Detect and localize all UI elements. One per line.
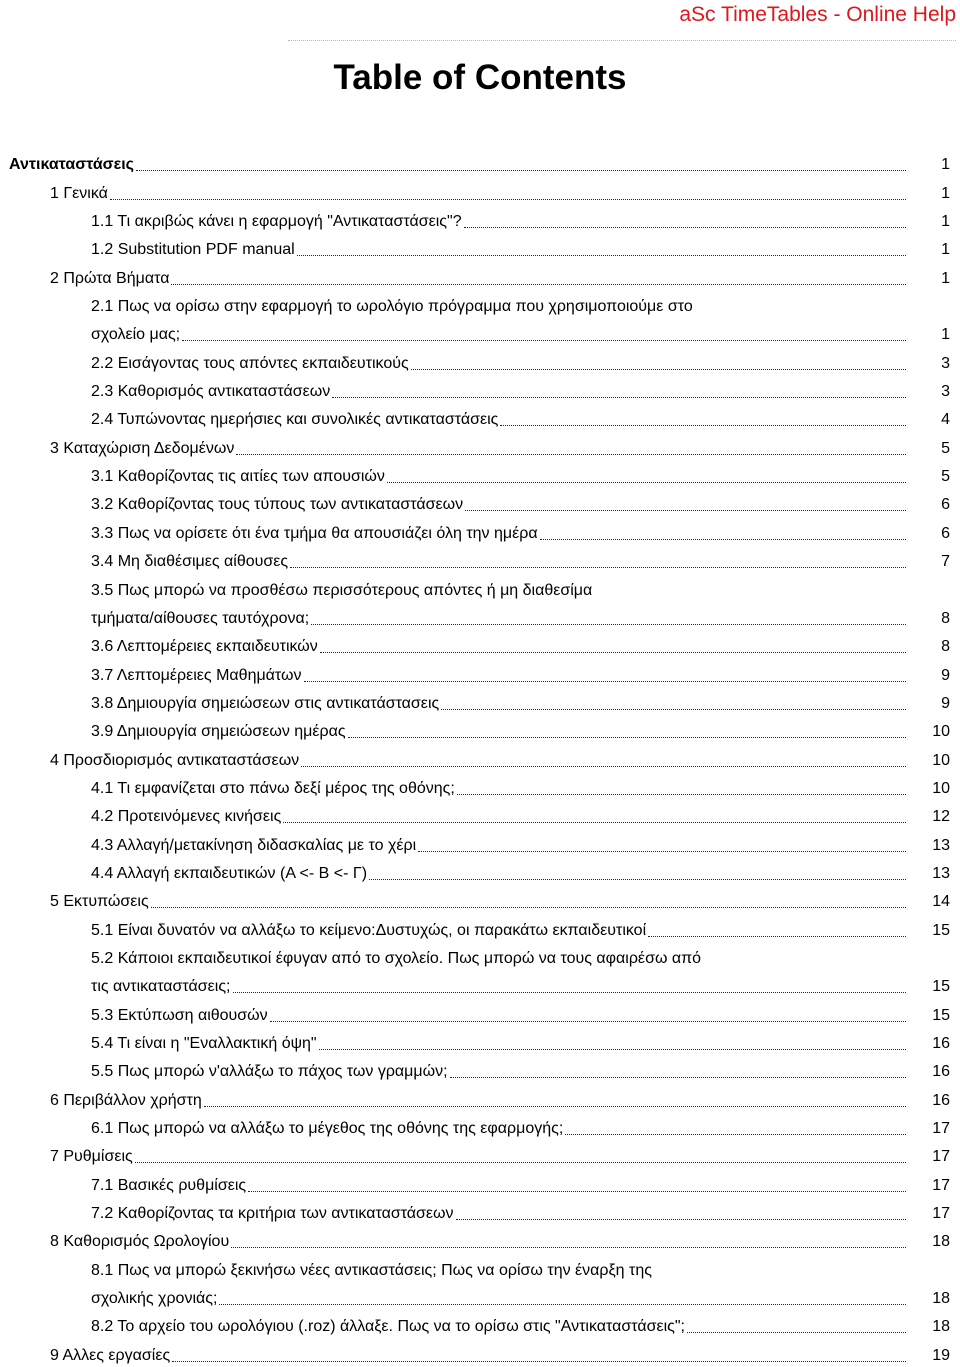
toc-entry-title: 3.3 Πως να ορίσετε ότι ένα τμήμα θα απουσιάζει όλη την ημέρα — [91, 524, 538, 542]
toc-dot-leader — [236, 454, 906, 455]
toc-entry[interactable] — [0, 148, 960, 176]
toc-entry[interactable] — [0, 970, 960, 998]
toc-entry[interactable] — [0, 1197, 960, 1225]
toc-entry[interactable] — [0, 1225, 960, 1253]
toc-entry-title: σχολικής χρονιάς; — [91, 1290, 218, 1308]
toc-dot-leader — [135, 1162, 906, 1163]
toc-page-number: 12 — [932, 808, 950, 826]
toc-page-number: 16 — [932, 1063, 950, 1081]
toc-entry-title: τις αντικαταστάσεις; — [91, 978, 231, 996]
toc-dot-leader — [297, 255, 906, 256]
toc-entry-title: 4.2 Προτεινόμενες κινήσεις — [91, 808, 282, 826]
toc-page-number: 8 — [941, 638, 950, 656]
toc-entry-title: 7.1 Βασικές ρυθμίσεις — [91, 1176, 247, 1194]
header-divider — [288, 40, 956, 41]
toc-entry[interactable] — [0, 687, 960, 715]
toc-entry[interactable] — [0, 715, 960, 743]
toc-dot-leader — [332, 397, 906, 398]
toc-page-number: 17 — [932, 1148, 950, 1166]
toc-entry[interactable] — [0, 772, 960, 800]
toc-page-number: 3 — [941, 383, 950, 401]
toc-page-number: 17 — [932, 1176, 950, 1194]
toc-page-number: 1 — [941, 241, 950, 259]
toc-page-number: 15 — [932, 921, 950, 939]
toc-dot-leader — [387, 482, 906, 483]
toc-entry-title: 1 Γενικά — [50, 184, 108, 202]
toc-dot-leader — [182, 340, 906, 341]
toc-entry-title: 8.1 Πως να μπορώ ξεκινήσω νέες αντικαστάσεις; Πως να ορίσω την έναρξη της — [91, 1261, 652, 1279]
toc-entry-title: 2.3 Καθορισμός αντικαταστάσεων — [91, 383, 331, 401]
toc-page-number: 1 — [941, 269, 950, 287]
toc-entry[interactable] — [0, 1112, 960, 1140]
toc-dot-leader — [500, 425, 906, 426]
toc-entry-title: 4.1 Τι εμφανίζεται στο πάνω δεξί μέρος της οθόνης; — [91, 779, 455, 797]
toc-dot-leader — [319, 1049, 906, 1050]
toc-page-number: 8 — [941, 609, 950, 627]
table-of-contents — [0, 148, 960, 1367]
toc-entry-title: 1.2 Substitution PDF manual — [91, 241, 295, 259]
toc-dot-leader — [369, 879, 906, 880]
toc-dot-leader — [411, 369, 906, 370]
toc-entry-title: 3.6 Λεπτομέρειες εκπαιδευτικών — [91, 638, 318, 656]
toc-entry-title: τμήματα/αίθουσες ταυτόχρονα; — [91, 609, 310, 627]
toc-entry-title: 3.5 Πως μπορώ να προσθέσω περισσότερους απόντες ή μη διαθεσίμα — [91, 581, 593, 599]
toc-page-number: 7 — [941, 553, 950, 571]
toc-entry-title: 5.3 Εκτύπωση αιθουσών — [91, 1006, 268, 1024]
toc-dot-leader — [648, 936, 906, 937]
toc-entry[interactable] — [0, 1310, 960, 1338]
toc-entry[interactable] — [0, 431, 960, 459]
toc-entry-title: 2.1 Πως να ορίσω στην εφαρμογή το ωρολόγιο πρόγραμμα που χρησιμοποιούμε στο — [91, 298, 693, 316]
toc-entry-title: 8.2 Το αρχείο του ωρολόγιου (.roz) άλλαξε. Πως να το ορίσω στις "Αντικαταστάσεις"; — [91, 1318, 685, 1336]
toc-entry-title: 2.4 Τυπώνοντας ημερήσιες και συνολικές αντικαταστάσεις — [91, 411, 499, 429]
toc-entry-title: 5.4 Τι είναι η "Εναλλακτική όψη" — [91, 1035, 317, 1052]
toc-page-number: 13 — [932, 836, 950, 854]
toc-entry[interactable] — [0, 516, 960, 544]
toc-entry-title: 4 Προσδιορισμός αντικαταστάσεων — [50, 751, 300, 769]
toc-entry[interactable] — [0, 1168, 960, 1196]
toc-dot-leader — [110, 199, 906, 200]
toc-entry-title: 5.5 Πως μπορώ ν'αλλάξω το πάχος των γραμμών; — [91, 1063, 448, 1081]
toc-entry-title: 4.3 Αλλαγή/μετακίνηση διδασκαλίας με το χέρι — [91, 836, 417, 854]
toc-entry[interactable] — [0, 545, 960, 573]
toc-dot-leader — [283, 822, 906, 823]
toc-page-number: 1 — [941, 326, 950, 344]
toc-entry-title: 9 Αλλες εργασίες — [50, 1346, 171, 1364]
toc-page-number: 13 — [932, 864, 950, 882]
toc-entry-title: 3.8 Δημιουργία σημειώσεων στις αντικατάστασεις — [91, 694, 440, 712]
toc-page-number: 3 — [941, 354, 950, 372]
toc-entry[interactable] — [0, 630, 960, 658]
toc-entry[interactable] — [0, 743, 960, 771]
toc-entry[interactable] — [0, 658, 960, 686]
toc-entry-title: 3.9 Δημιουργία σημειώσεων ημέρας — [91, 723, 346, 741]
toc-entry[interactable] — [0, 602, 960, 630]
page-title: Table of Contents — [333, 58, 627, 97]
toc-dot-leader — [171, 284, 906, 285]
toc-entry[interactable] — [0, 1055, 960, 1083]
toc-entry[interactable] — [0, 573, 960, 601]
toc-dot-leader — [136, 170, 906, 171]
toc-dot-leader — [219, 1304, 906, 1305]
toc-dot-leader — [231, 1247, 906, 1248]
toc-dot-leader — [320, 652, 906, 653]
toc-entry[interactable] — [0, 885, 960, 913]
toc-dot-leader — [233, 992, 907, 993]
toc-entry[interactable] — [0, 233, 960, 261]
toc-page-number: 10 — [932, 779, 950, 797]
toc-dot-leader — [311, 624, 906, 625]
toc-dot-leader — [457, 794, 906, 795]
toc-dot-leader — [151, 907, 906, 908]
toc-page-number: 17 — [932, 1205, 950, 1223]
help-brand-header: aSc TimeTables - Online Help — [679, 3, 956, 26]
toc-entry[interactable] — [0, 403, 960, 431]
toc-entry[interactable] — [0, 828, 960, 856]
toc-dot-leader — [465, 510, 906, 511]
toc-dot-leader — [348, 737, 906, 738]
toc-dot-leader — [687, 1332, 906, 1333]
toc-page-number: 4 — [941, 411, 950, 429]
toc-dot-leader — [441, 709, 906, 710]
toc-entry[interactable] — [0, 488, 960, 516]
toc-dot-leader — [456, 1219, 906, 1220]
toc-page-number: 9 — [941, 694, 950, 712]
toc-entry-title: 7.2 Καθορίζοντας τα κριτήρια των αντικαταστάσεων — [91, 1205, 454, 1223]
toc-entry-title: Αντικαταστάσεις — [9, 156, 134, 174]
toc-dot-leader — [270, 1021, 906, 1022]
toc-dot-leader — [172, 1361, 906, 1362]
toc-entry[interactable] — [0, 290, 960, 318]
toc-page-number: 6 — [941, 496, 950, 514]
toc-entry-title: 4.4 Αλλαγή εκπαιδευτικών (A <- B <- Γ) — [91, 864, 368, 882]
toc-page-number: 18 — [932, 1233, 950, 1251]
toc-page-number: 15 — [932, 978, 950, 996]
toc-entry[interactable] — [0, 1338, 960, 1366]
toc-dot-leader — [301, 766, 906, 767]
toc-page-number: 1 — [941, 213, 950, 231]
toc-entry[interactable] — [0, 176, 960, 204]
toc-dot-leader — [204, 1106, 906, 1107]
toc-page-number: 5 — [941, 468, 950, 486]
toc-entry-title: 6 Περιβάλλον χρήστη — [50, 1091, 202, 1109]
toc-page-number: 10 — [932, 723, 950, 741]
toc-entry-title: 3.4 Μη διαθέσιμες αίθουσες — [91, 553, 289, 571]
toc-entry-title: 3.1 Καθορίζοντας τις αιτίες των απουσιών — [91, 468, 385, 486]
toc-page-number: 14 — [932, 893, 950, 911]
toc-entry-title: 5.1 Είναι δυνατόν να αλλάξω το κείμενο:Δυστυχώς, οι παρακάτω εκπαιδευτικοί — [91, 921, 647, 939]
toc-entry-title: 1.1 Τι ακριβώς κάνει η εφαρμογή "Αντικαταστάσεις"? — [91, 213, 462, 231]
toc-entry-title: 7 Ρυθμίσεις — [50, 1148, 133, 1166]
toc-entry-title: 3 Καταχώριση Δεδομένων — [50, 439, 235, 457]
toc-dot-leader — [304, 681, 906, 682]
toc-entry-title: 6.1 Πως μπορώ να αλλάξω το μέγεθος της οθόνης της εφαρμογής; — [91, 1120, 564, 1138]
toc-page-number: 5 — [941, 439, 950, 457]
toc-entry[interactable] — [0, 1253, 960, 1281]
toc-entry[interactable] — [0, 857, 960, 885]
toc-entry[interactable] — [0, 1083, 960, 1111]
toc-entry[interactable] — [0, 998, 960, 1026]
toc-dot-leader — [540, 539, 906, 540]
toc-page-number: 9 — [941, 666, 950, 684]
toc-page-number: 19 — [932, 1346, 950, 1364]
toc-entry[interactable] — [0, 942, 960, 970]
toc-dot-leader — [290, 567, 906, 568]
toc-dot-leader — [450, 1077, 906, 1078]
toc-dot-leader — [464, 227, 906, 228]
toc-entry-title: 8 Καθορισμός Ωρολογίου — [50, 1233, 230, 1251]
toc-dot-leader — [565, 1134, 906, 1135]
toc-page-number: 18 — [932, 1290, 950, 1308]
toc-entry[interactable] — [0, 460, 960, 488]
toc-page-number: 15 — [932, 1006, 950, 1024]
toc-page-number: 6 — [941, 524, 950, 542]
toc-page-number: 18 — [932, 1318, 950, 1336]
toc-entry-title: σχολείο μας; — [91, 326, 181, 344]
toc-dot-leader — [418, 851, 906, 852]
toc-entry[interactable] — [0, 913, 960, 941]
toc-entry-title: 2 Πρώτα Βήματα — [50, 269, 170, 287]
toc-page-number: 16 — [932, 1091, 950, 1109]
toc-entry-title: 5.2 Κάποιοι εκπαιδευτικοί έφυγαν από το σχολείο. Πως μπορώ να τους αφαιρέσω από — [91, 949, 702, 967]
toc-entry[interactable] — [0, 800, 960, 828]
toc-entry-title: 3.7 Λεπτομέρειες Μαθημάτων — [91, 666, 302, 684]
toc-page-number: 17 — [932, 1120, 950, 1138]
toc-entry[interactable] — [0, 318, 960, 346]
toc-dot-leader — [248, 1191, 906, 1192]
toc-page-number: 1 — [941, 156, 950, 174]
toc-entry[interactable] — [0, 375, 960, 403]
toc-entry-title: 3.2 Καθορίζοντας τους τύπους των αντικαταστάσεων — [91, 496, 464, 514]
toc-entry[interactable] — [0, 346, 960, 374]
toc-entry-title: 2.2 Εισάγοντας τους απόντες εκπαιδευτικούς — [91, 354, 409, 372]
toc-page-number: 16 — [932, 1035, 950, 1052]
toc-page-number: 10 — [932, 751, 950, 769]
toc-page-number: 1 — [941, 184, 950, 202]
toc-entry-title: 5 Εκτυπώσεις — [50, 893, 149, 911]
toc-entry[interactable] — [0, 1140, 960, 1168]
toc-entry[interactable] — [0, 205, 960, 233]
toc-entry[interactable] — [0, 1027, 960, 1055]
toc-entry[interactable] — [0, 261, 960, 289]
toc-entry[interactable] — [0, 1282, 960, 1310]
